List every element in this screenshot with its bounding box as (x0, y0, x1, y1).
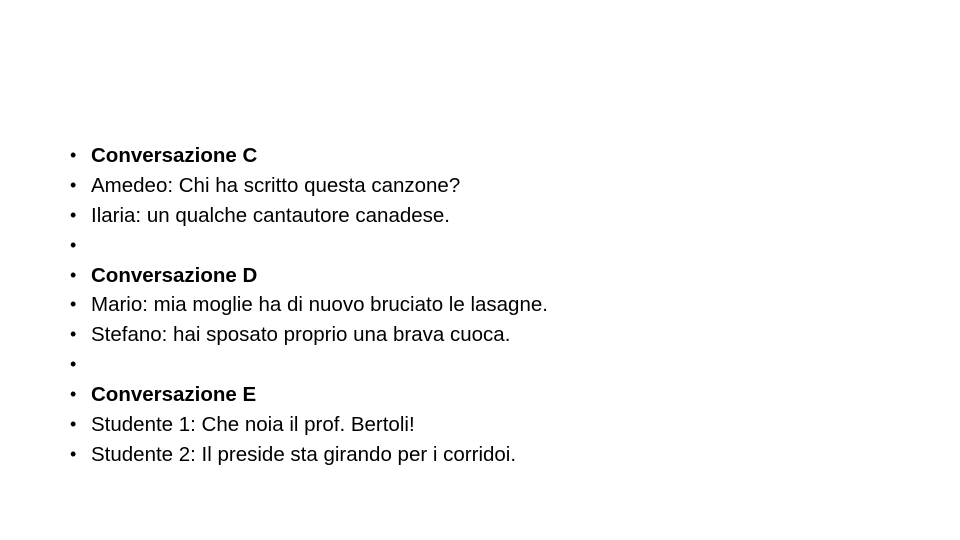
bullet-icon: • (70, 354, 77, 375)
dialogue-line: Studente 2: Il preside sta girando per i corridoi. (91, 442, 517, 466)
bullet-icon: • (70, 443, 77, 464)
bullet-icon: • (70, 234, 77, 255)
bullet-icon: • (70, 264, 77, 285)
bullet-icon: • (70, 384, 77, 405)
dialogue-line: Amedeo: Chi ha scritto questa canzone? (91, 173, 461, 197)
dialogue-line: Mario: mia moglie ha di nuovo bruciato le lasagne. (91, 293, 548, 317)
conversation-heading: Conversazione E (91, 383, 257, 407)
bullet-icon: • (70, 324, 77, 345)
dialogue-line: Stefano: hai sposato proprio una brava cuoca. (91, 323, 511, 347)
bullet-icon: • (70, 414, 77, 435)
conversation-heading: Conversazione C (91, 144, 258, 167)
bullet-icon: • (70, 204, 77, 225)
bullet-icon: • (70, 294, 77, 315)
bullet-icon: • (70, 174, 77, 195)
bullet-icon: • (70, 145, 77, 165)
conversation-heading: Conversazione D (91, 263, 258, 287)
dialogue-line: Studente 1: Che noia il prof. Bertoli! (91, 413, 415, 437)
dialogue-line: Ilaria: un qualche cantautore canadese. (91, 203, 451, 227)
